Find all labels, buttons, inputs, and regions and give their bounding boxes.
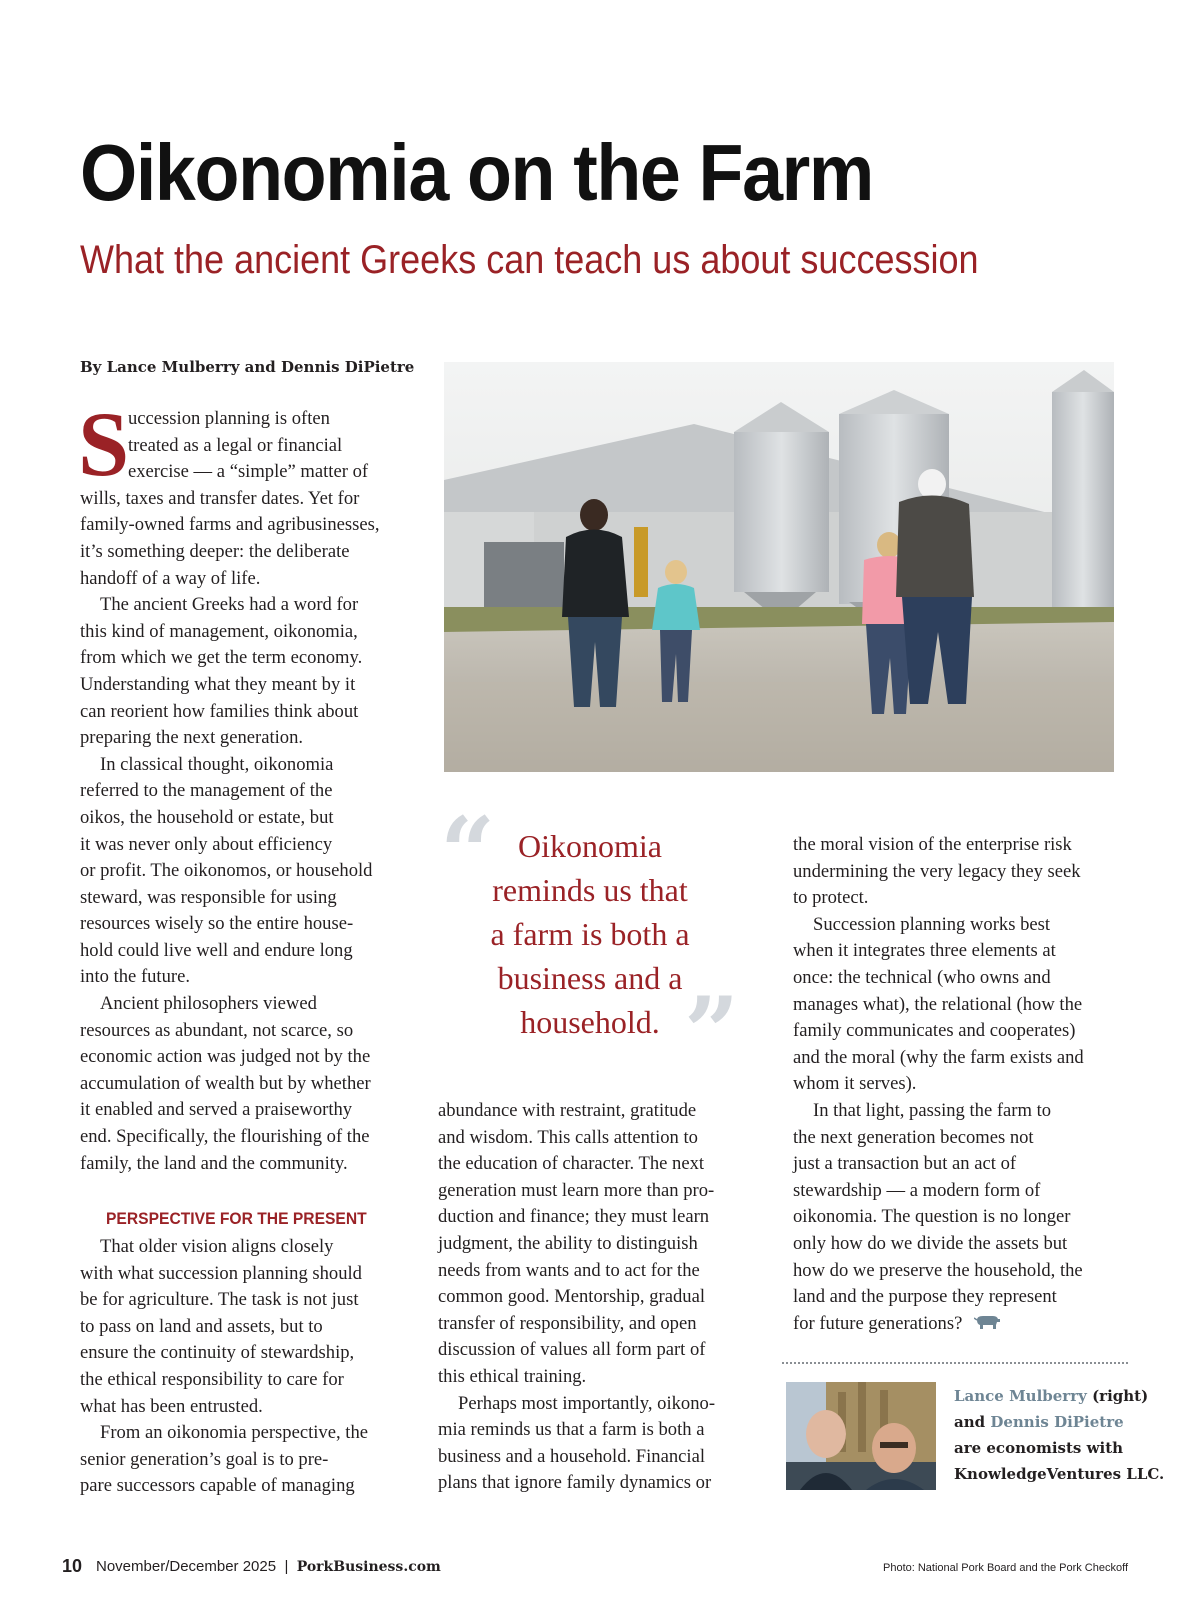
text-line: business and a household. Financial — [438, 1445, 705, 1467]
text-line: and wisdom. This calls attention to — [438, 1126, 698, 1148]
page-number: 10 — [62, 1556, 83, 1576]
text-line: Ancient philosophers viewed — [100, 993, 317, 1015]
text-line: wills, taxes and transfer dates. Yet for — [80, 487, 360, 509]
text-line: how do we preserve the household, the — [793, 1259, 1083, 1281]
pull-quote-line: business and a — [497, 960, 683, 996]
text-line: undermining the very legacy they seek — [793, 860, 1081, 882]
text-line: resources wisely so the entire house- — [80, 913, 354, 935]
text-line-end: for future generations? — [793, 1312, 963, 1334]
pull-quote-line: household. — [520, 1004, 660, 1040]
text-line: manages what), the relational (how the — [793, 993, 1083, 1015]
author-bio — [954, 1383, 1164, 1487]
text-line: The ancient Greeks had a word for — [100, 594, 359, 616]
text-line: and the moral (why the farm exists and — [793, 1046, 1084, 1068]
pig-end-mark-icon — [974, 1311, 1000, 1338]
text-line: In classical thought, oikonomia — [100, 753, 334, 775]
text-line: Understanding what they meant by it — [80, 673, 356, 695]
text-line: it’s something deeper: the deliberate — [80, 540, 350, 562]
text-line: the education of character. The next — [438, 1153, 705, 1175]
column-3-text — [793, 832, 1084, 1338]
text-line: end. Specifically, the flourishing of the — [80, 1126, 370, 1148]
text-line: needs from wants and to act for the — [438, 1259, 700, 1281]
photo-credit: Photo: National Pork Board and the Pork Checkoff — [883, 1562, 1128, 1574]
drop-cap-lines — [128, 406, 368, 486]
pull-quote-line: Oikonomia — [518, 828, 662, 864]
text-line: the next generation becomes not — [793, 1126, 1034, 1148]
text-line: duction and finance; they must learn — [438, 1206, 710, 1228]
text-line: what has been entrusted. — [80, 1395, 263, 1417]
text-line: only how do we divide the assets but — [793, 1232, 1068, 1254]
column-1-text-continued — [80, 1234, 368, 1500]
text-line: preparing the next generation. — [80, 727, 304, 749]
text-line: from which we get the term economy. — [80, 647, 363, 669]
bio-divider — [782, 1362, 1128, 1364]
text-line: pare successors capable of managing — [80, 1475, 355, 1497]
bio-line: are economists with — [954, 1439, 1124, 1457]
text-line: ensure the continuity of stewardship, — [80, 1342, 355, 1364]
text-line: accumulation of wealth but by whether — [80, 1072, 371, 1094]
quote-open-mark: “ — [440, 796, 496, 909]
text-line: it enabled and served a praiseworthy — [80, 1099, 353, 1121]
text-line: or profit. The oikonomos, or household — [80, 860, 373, 882]
author-name: Lance Mulberry — [954, 1387, 1087, 1405]
text-line-last — [793, 1311, 1084, 1338]
text-line: That older vision aligns closely — [100, 1236, 334, 1257]
text-line: once: the technical (who owns and — [793, 966, 1051, 988]
footer-separator: | — [284, 1558, 289, 1575]
text-line: judgment, the ability to distinguish — [438, 1232, 698, 1254]
text-line: mia reminds us that a farm is both a — [438, 1419, 705, 1441]
text-line: oikonomia. The question is no longer — [793, 1206, 1071, 1228]
text-line: generation must learn more than pro- — [438, 1179, 715, 1201]
text-line: steward, was responsible for using — [80, 886, 337, 908]
pull-quote-line: reminds us that — [492, 872, 688, 908]
text-line: treated as a legal or financial — [128, 434, 343, 456]
text-line: plans that ignore family dynamics or — [438, 1472, 712, 1494]
text-line: referred to the management of the — [80, 780, 333, 802]
text-line: just a transaction but an act of — [793, 1153, 1017, 1175]
text-line: be for agriculture. The task is not just — [80, 1289, 359, 1311]
text-line: to pass on land and assets, but to — [80, 1315, 323, 1337]
text-line: Succession planning works best — [813, 913, 1051, 935]
text-line: whom it serves). — [793, 1073, 917, 1095]
text-line: when it integrates three elements at — [793, 940, 1056, 962]
text-line: exercise — a “simple” matter of — [128, 461, 369, 483]
author-position-note: (right) — [1086, 1387, 1149, 1405]
authors-photo — [786, 1382, 936, 1490]
text-line: family-owned farms and agribusinesses, — [80, 514, 380, 536]
author-name: Dennis DiPietre — [990, 1413, 1124, 1431]
text-line: stewardship — a modern form of — [793, 1179, 1041, 1201]
byline: By Lance Mulberry and Dennis DiPietre — [80, 358, 415, 376]
site-name: PorkBusiness.com — [296, 1559, 441, 1575]
column-1-text — [80, 486, 380, 1177]
text-line: family communicates and cooperates) — [793, 1020, 1076, 1042]
text-line: the moral vision of the enterprise risk — [793, 834, 1072, 855]
text-line: it was never only about efficiency — [80, 833, 333, 855]
text-line: the ethical responsibility to care for — [80, 1368, 344, 1390]
text-line: senior generation’s goal is to pre- — [80, 1448, 329, 1470]
text-line: handoff of a way of life. — [80, 567, 261, 589]
text-line: family, the land and the community. — [80, 1152, 348, 1174]
text-line: land and the purpose they represent — [793, 1286, 1057, 1308]
section-subhead: PERSPECTIVE FOR THE PRESENT — [106, 1209, 367, 1228]
text-line: to protect. — [793, 887, 869, 909]
column-2-text — [438, 1098, 715, 1497]
bio-line: KnowledgeVentures LLC. — [954, 1465, 1165, 1483]
text-line: hold could live well and endure long — [80, 939, 353, 961]
footer-issue — [96, 1557, 441, 1577]
text-line: discussion of values all form part of — [438, 1339, 706, 1361]
text-line: Perhaps most importantly, oikono- — [458, 1392, 716, 1414]
text-line: resources as abundant, not scarce, so — [80, 1019, 354, 1041]
article-title: Oikonomia on the Farm — [80, 128, 873, 217]
issue-date: November/December 2025 — [96, 1558, 277, 1575]
text-line: this ethical training. — [438, 1365, 587, 1387]
article-subtitle: What the ancient Greeks can teach us about succession — [80, 238, 979, 282]
text-line: From an oikonomia perspective, the — [100, 1422, 368, 1444]
text-line: with what succession planning should — [80, 1262, 362, 1284]
text-line: In that light, passing the farm to — [813, 1099, 1052, 1121]
text-line: uccession planning is often — [128, 408, 330, 429]
farm-family-photo — [444, 362, 1114, 772]
quote-close-mark: ” — [684, 976, 740, 1089]
text-line: this kind of management, oikonomia, — [80, 620, 358, 642]
text-line: transfer of responsibility, and open — [438, 1312, 697, 1334]
bio-conjunction: and — [954, 1413, 991, 1431]
text-line: oikos, the household or estate, but — [80, 806, 334, 828]
text-line: abundance with restraint, gratitude — [438, 1100, 697, 1121]
text-line: into the future. — [80, 966, 190, 988]
pull-quote-line: a farm is both a — [490, 916, 690, 952]
text-line: can reorient how families think about — [80, 700, 359, 722]
text-line: economic action was judged not by the — [80, 1046, 371, 1068]
drop-cap: S — [78, 393, 130, 495]
text-line: common good. Mentorship, gradual — [438, 1286, 705, 1308]
